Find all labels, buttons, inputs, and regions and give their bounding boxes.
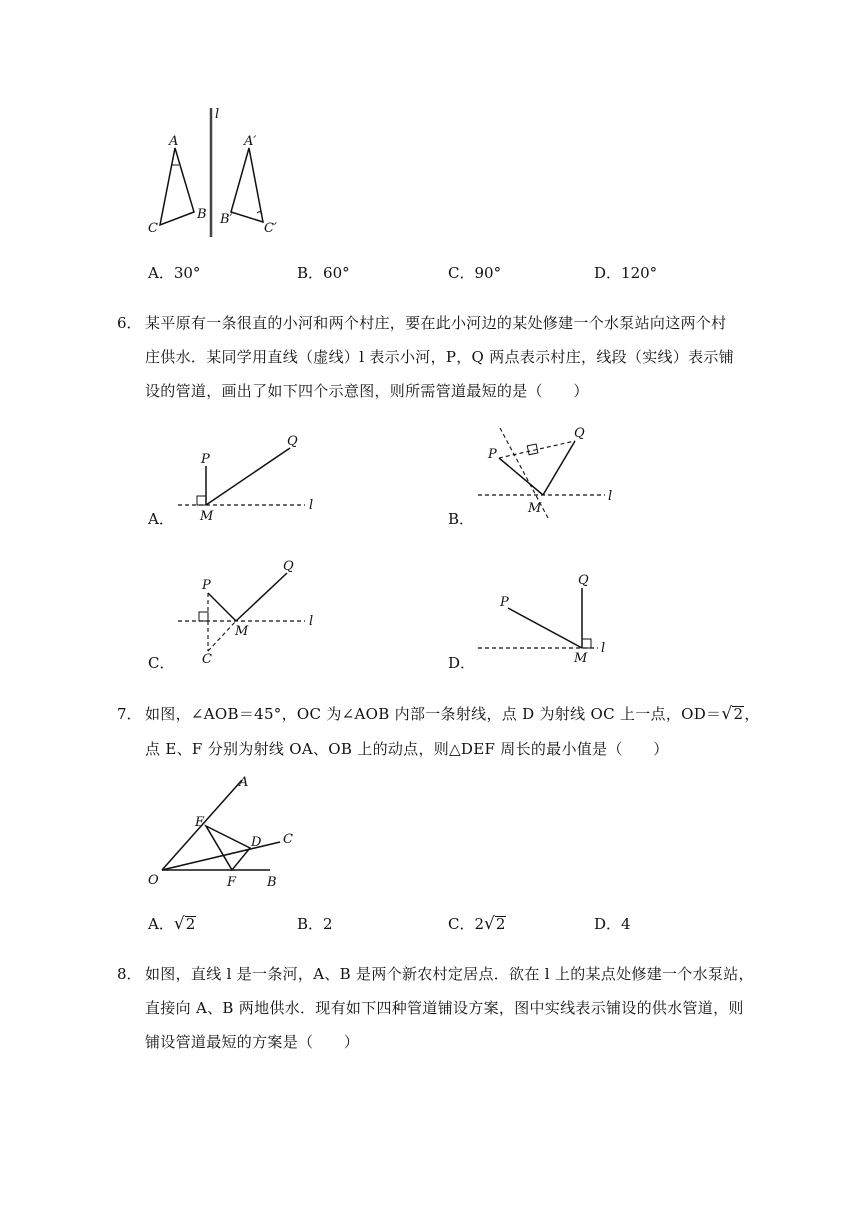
- q5-label-B2: B′: [220, 212, 233, 227]
- q7-option-c: C．2√2: [448, 914, 506, 934]
- q8-number: 8．: [117, 965, 142, 983]
- svg-text:M: M: [235, 624, 249, 639]
- svg-text:F: F: [227, 875, 237, 890]
- q7-line-2: 点 E、F 分别为射线 OA、OB 上的动点，则△DEF 周长的最小值是（ ）: [145, 740, 669, 758]
- svg-text:P: P: [202, 578, 211, 593]
- svg-text:M: M: [528, 501, 542, 516]
- q5-label-A: A: [169, 134, 179, 149]
- q5-option-d: D．120°: [594, 264, 658, 282]
- q6-option-c: C．: [148, 654, 175, 672]
- svg-text:E: E: [195, 815, 205, 830]
- q6-figure-a: [170, 428, 330, 523]
- svg-text:P: P: [500, 595, 509, 610]
- q5-label-B: B: [197, 207, 207, 222]
- q8-line-1: 如图，直线 l 是一条河，A、B 是两个新农村定居点．欲在 l 上的某点处修建一个水泵站，: [145, 965, 754, 983]
- q5-label-C: C: [148, 221, 158, 236]
- q8-line-2: 直接向 A、B 两地供水．现有如下四种管道铺设方案，图中实线表示铺设的供水管道，则: [145, 999, 744, 1017]
- q6-line-3: 设的管道，画出了如下四个示意图，则所需管道最短的是（ ）: [145, 382, 589, 400]
- q8-line-3: 铺设管道最短的方案是（ ）: [145, 1033, 360, 1051]
- q6-figure-d: [470, 568, 630, 663]
- q7-number: 7．: [117, 705, 142, 723]
- svg-text:M: M: [200, 509, 214, 523]
- svg-text:l: l: [608, 489, 613, 504]
- svg-text:Q: Q: [287, 434, 298, 449]
- q5-option-c: C．90°: [448, 264, 502, 282]
- svg-text:l: l: [601, 641, 606, 656]
- q6-option-d: D．: [448, 654, 476, 672]
- svg-text:O: O: [148, 873, 159, 888]
- q6-figure-b: [470, 418, 630, 523]
- q7-figure: [140, 770, 310, 890]
- q5-label-A2: A′: [244, 134, 257, 149]
- q5-option-a: A．30°: [148, 264, 201, 282]
- svg-text:D: D: [251, 835, 262, 850]
- svg-text:A: A: [239, 775, 249, 790]
- svg-text:Q: Q: [574, 426, 585, 441]
- q7-option-b: B．2: [297, 915, 333, 933]
- q6-option-a: A．: [148, 510, 174, 528]
- q6-line-1: 某平原有一条很直的小河和两个村庄，要在此小河边的某处修建一个水泵站向这两个村: [145, 314, 727, 332]
- q7-option-d: D．4: [594, 915, 631, 933]
- q6-number: 6．: [117, 314, 142, 332]
- svg-text:P: P: [201, 452, 210, 467]
- q5-label-C2: C′: [264, 221, 277, 236]
- q6-option-b: B．: [448, 510, 475, 528]
- q5-label-l: l: [215, 107, 220, 122]
- svg-text:l: l: [309, 498, 314, 513]
- svg-text:M: M: [574, 651, 588, 663]
- q7-option-a: A．√2: [148, 914, 196, 934]
- svg-text:Q: Q: [283, 559, 294, 574]
- q7-line-1: 如图，∠AOB＝45°，OC 为∠AOB 内部一条射线，点 D 为射线 OC 上一点，OD＝√2，: [145, 704, 760, 724]
- q6-figure-c: [170, 555, 330, 665]
- svg-text:P: P: [488, 447, 497, 462]
- q6-line-2: 庄供水．某同学用直线（虚线）l 表示小河，P，Q 两点表示村庄，线段（实线）表示铺: [145, 348, 735, 366]
- svg-text:Q: Q: [578, 573, 589, 588]
- svg-text:B: B: [267, 875, 277, 890]
- svg-text:C: C: [202, 652, 212, 665]
- q5-option-b: B．60°: [297, 264, 350, 282]
- svg-text:l: l: [309, 614, 314, 629]
- q5-figure: [140, 100, 300, 245]
- svg-text:C: C: [283, 832, 293, 847]
